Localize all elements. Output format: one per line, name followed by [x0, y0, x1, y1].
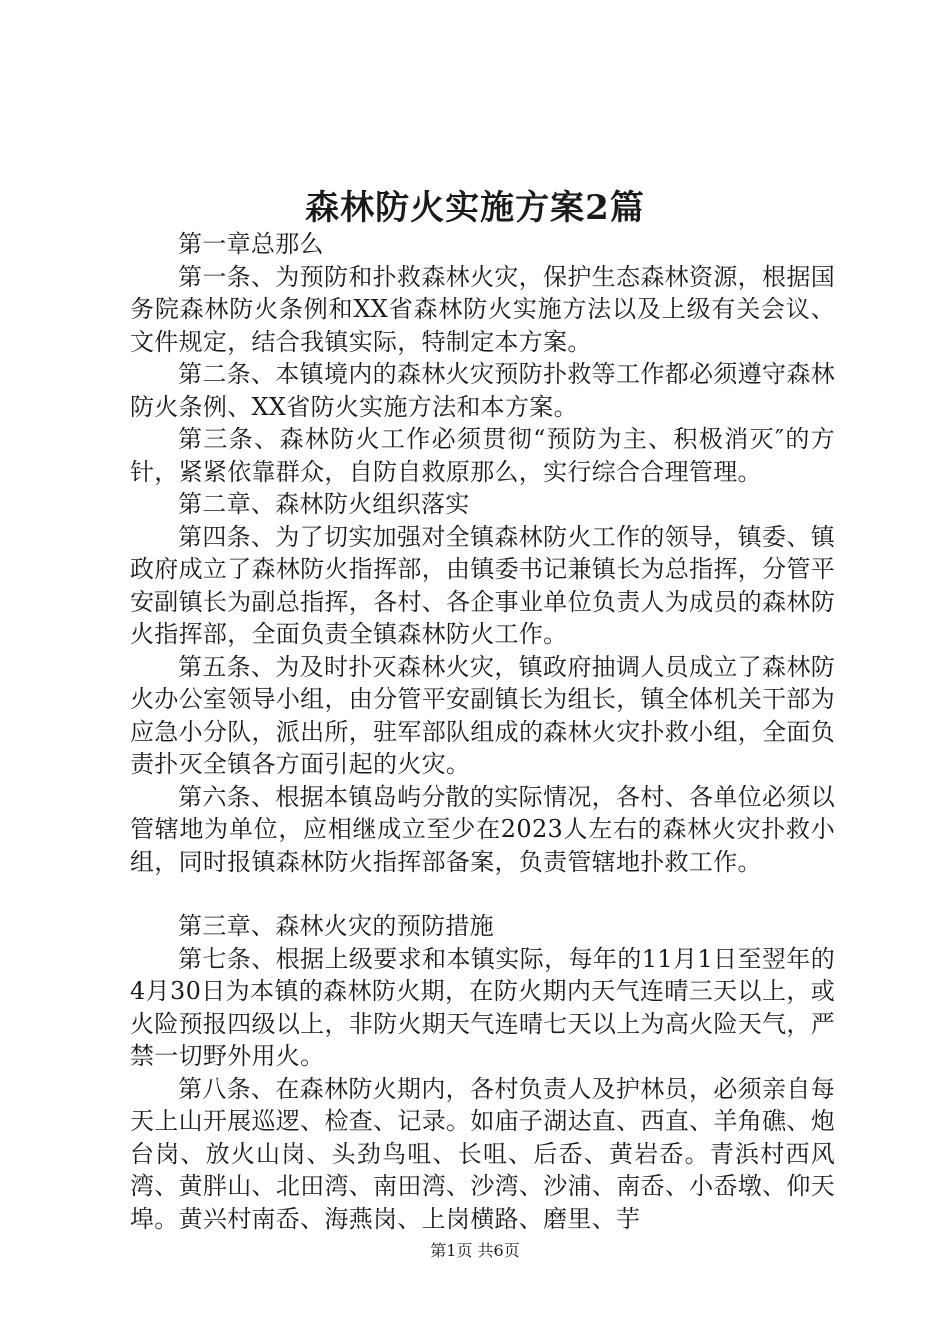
- chapter-heading: 第三章、森林火灾的预防措施: [178, 912, 494, 940]
- article-paragraph: 第二条、本镇境内的森林火灾预防扑救等工作都必须遵守森林防火条例、XX省防火实施方法和本方案。: [130, 360, 835, 421]
- paragraph-spacer: [130, 878, 835, 910]
- document-body: [130, 228, 835, 1235]
- article-paragraph: 第八条、在森林防火期内，各村负责人及护林员，必须亲自每天上山开展巡逻、检查、记录。如庙子湖达直、西直、羊角礁、炮台岗、放火山岗、头劲鸟咀、长咀、后岙、黄岩岙。青浜村西风湾、黄胖山、北田湾、南田湾、沙湾、沙浦、南岙、小岙墩、仰天埠。黄兴村南岙、海燕岗、上岗横路、磨里、芋: [130, 1074, 835, 1233]
- article-paragraph: 第七条、根据上级要求和本镇实际，每年的11月1日至翌年的4月30日为本镇的森林防火期，在防火期内天气连晴三天以上，或火险预报四级以上，非防火期天气连晴七天以上为高火险天气，严禁一切野外用火。: [130, 944, 835, 1070]
- article-paragraph: 第一条、为预防和扑救森林火灾，保护生态森林资源，根据国务院森林防火条例和XX省森林防火实施方法以及上级有关会议、文件规定，结合我镇实际，特制定本方案。: [130, 262, 835, 356]
- article-paragraph: 第六条、根据本镇岛屿分散的实际情况，各村、各单位必须以管辖地为单位，应相继成立至少在2023人左右的森林火灾扑救小组，同时报镇森林防火指挥部备案，负责管辖地扑救工作。: [130, 782, 835, 876]
- article-paragraph: 第四条、为了切实加强对全镇森林防火工作的领导，镇委、镇政府成立了森林防火指挥部，由镇委书记兼镇长为总指挥，分管平安副镇长为副总指挥，各村、各企事业单位负责人为成员的森林防火指挥部，全面负责全镇森林防火工作。: [130, 522, 835, 648]
- document-title: 森林防火实施方案2篇: [305, 188, 645, 228]
- article-paragraph: 第五条、为及时扑灭森林火灾，镇政府抽调人员成立了森林防火办公室领导小组，由分管平安副镇长为组长，镇全体机关干部为应急小分队，派出所，驻军部队组成的森林火灾扑救小组，全面负责扑灭全镇各方面引起的火灾。: [130, 652, 835, 778]
- page-footer: 第1页 共6页: [430, 1241, 520, 1260]
- chapter-heading: 第二章、森林防火组织落实: [178, 490, 470, 518]
- article-paragraph: 第三条、森林防火工作必须贯彻“预防为主、积极消灭″的方针，紧紧依靠群众，自防自救原那么，实行综合合理管理。: [130, 425, 835, 486]
- chapter-heading: 第一章总那么: [178, 230, 324, 258]
